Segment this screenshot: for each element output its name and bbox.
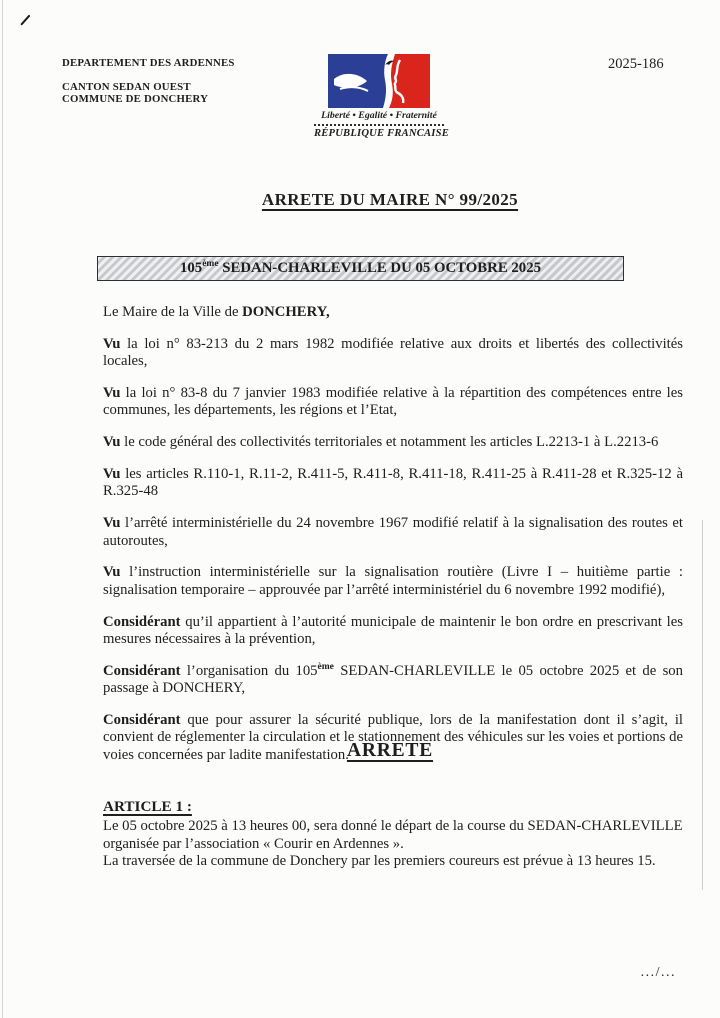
commune-line: COMMUNE DE DONCHERY <box>62 93 209 105</box>
republique-francaise-logo <box>314 54 449 139</box>
intro-line: Le Maire de la Ville de DONCHERY, <box>103 304 330 320</box>
event-banner-text: 105ème SEDAN-CHARLEVILLE DU 05 OCTOBRE 2025 <box>180 259 541 276</box>
scan-edge-right <box>702 520 703 890</box>
event-banner <box>97 256 624 281</box>
marianne-flag-icon <box>328 54 430 108</box>
article-1-heading: ARTICLE 1 : <box>103 798 192 815</box>
article-1-line-2: La traversée de la commune de Donchery par les premiers coureurs est prévue à 13 heures 15. <box>103 853 656 870</box>
department-line: DEPARTEMENT DES ARDENNES <box>62 57 235 69</box>
vu-paragraph-3: Vu le code général des collectivités territoriales et notamment les articles L.2213-1 à L.2213-6 <box>103 434 659 451</box>
page-title: ARRETE DU MAIRE N° 99/2025 <box>261 190 519 209</box>
continuation-mark: .../... <box>640 965 676 980</box>
reference-number: 2025-186 <box>608 56 664 72</box>
canton-line: CANTON SEDAN OUEST <box>62 80 191 93</box>
motto-divider <box>314 124 444 126</box>
republic-label: RÉPUBLIQUE FRANCAISE <box>314 128 449 139</box>
article-1 <box>103 798 685 871</box>
vu-paragraph-4: Vu les articles R.110-1, R.11-2, R.411-5, R.411-8, R.411-18, R.411-25 à R.411-28 et R.325-12 à R.325-48 <box>103 466 683 500</box>
considerant-paragraph-2: Considérant l’organisation du 105ème SEDAN-CHARLEVILLE le 05 octobre 2025 et de son passage à DONCHERY, <box>103 661 683 697</box>
vu-paragraph-5: Vu l’arrêté interministérielle du 24 novembre 1967 modifié relatif à la signalisation des routes et autoroutes, <box>103 515 683 549</box>
vu-paragraph-2: Vu la loi n° 83-8 du 7 janvier 1983 modifiée relative à la répartition des compétences entre les communes, les départements, les régions et l’Etat, <box>103 385 683 419</box>
vu-paragraph-6: Vu l’instruction interministérielle sur la signalisation routière (Livre I – huitième partie : signalisation temporaire – approuvée par l’arrêté interministériel du 6 novembre 1992 modifié), <box>103 564 683 598</box>
considerant-paragraph-3: Considérant que pour assurer la sécurité publique, lors de la manifestation dont il s’agit, il convient de réglementer la circulation et le stationnement des véhicules sur les voies et portions de voies concernées par ladite manifestation. <box>103 712 683 763</box>
document-body <box>103 304 683 779</box>
considerant-paragraph-1: Considérant qu’il appartient à l’autorité municipale de maintenir le bon ordre en prescrivant les mesures nécessaires à la prévention, <box>103 613 683 648</box>
arrete-heading: ARRETE <box>346 740 434 761</box>
header-authority-block <box>62 57 235 106</box>
motto-line: Liberté • Egalité • Fraternité <box>321 110 437 121</box>
vu-paragraph-1: Vu la loi n° 83-213 du 2 mars 1982 modifiée relative aux droits et libertés des collectivités locales, <box>103 335 683 370</box>
scan-edge-left <box>2 0 3 1018</box>
pen-mark <box>20 15 30 26</box>
article-1-line-1: Le 05 octobre 2025 à 13 heures 00, sera donné le départ de la course du SEDAN-CHARLEVILLE organisée par l’association « Courir en Ardennes ». <box>103 817 683 852</box>
